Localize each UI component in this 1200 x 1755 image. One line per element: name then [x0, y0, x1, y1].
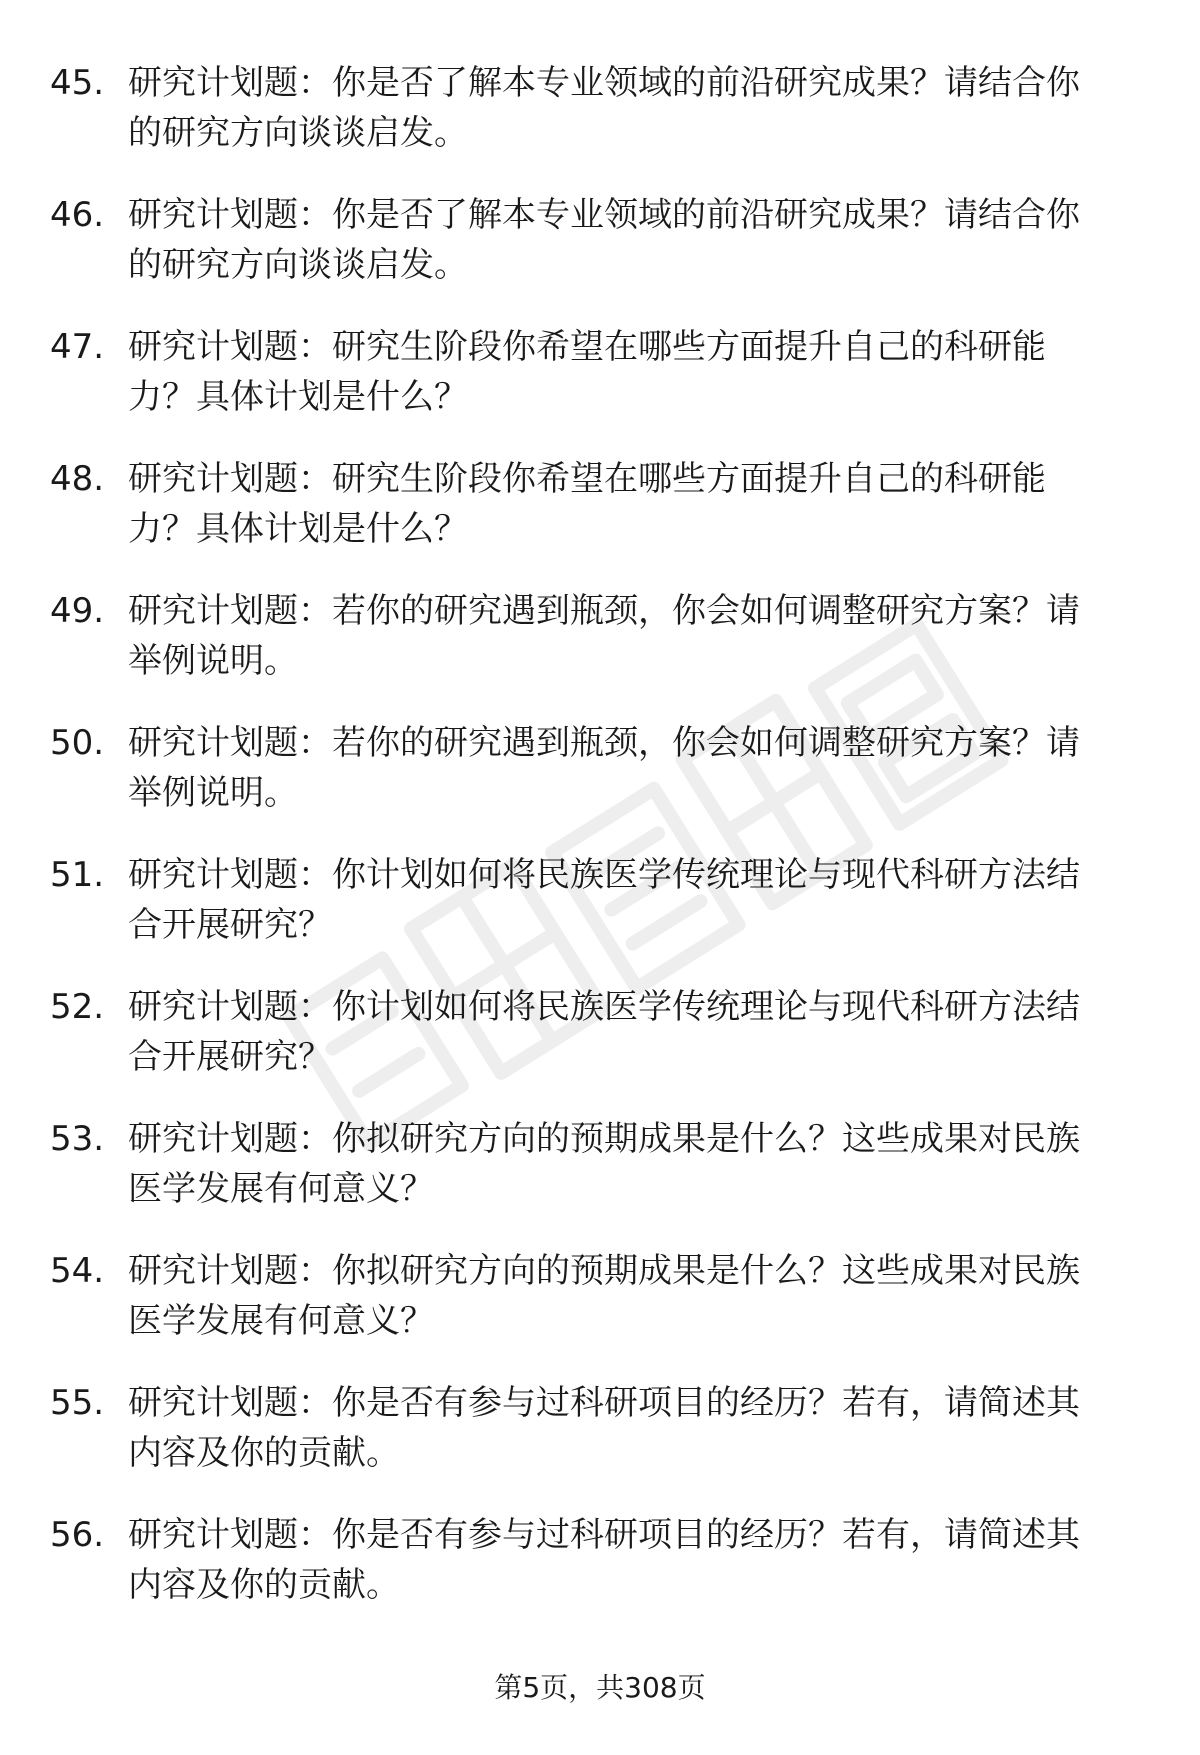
- question-line: 研究计划题：你是否了解本专业领域的前沿研究成果？请结合你: [128, 195, 1080, 235]
- question-line: 合开展研究？: [128, 1037, 332, 1077]
- question-text: [128, 982, 1148, 1082]
- question-text: [128, 586, 1148, 686]
- question-line: 合开展研究？: [128, 905, 332, 945]
- list-item: [50, 58, 1150, 190]
- question-number: 47.: [50, 327, 105, 367]
- question-text: [128, 454, 1148, 554]
- list-item: [50, 190, 1150, 322]
- question-number: 56.: [50, 1515, 105, 1555]
- question-line: 研究计划题：若你的研究遇到瓶颈，你会如何调整研究方案？请: [128, 591, 1080, 631]
- question-text: [128, 850, 1148, 950]
- question-number: 45.: [50, 63, 105, 103]
- question-line: 研究计划题：你是否有参与过科研项目的经历？若有，请简述其: [128, 1515, 1080, 1555]
- question-text: [128, 1378, 1148, 1478]
- question-line: 的研究方向谈谈启发。: [128, 245, 468, 285]
- question-line: 力？具体计划是什么？: [128, 509, 468, 549]
- question-number: 48.: [50, 459, 105, 499]
- question-number: 52.: [50, 987, 105, 1027]
- question-text: [128, 718, 1148, 818]
- list-item: [50, 322, 1150, 454]
- list-item: [50, 454, 1150, 586]
- list-item: [50, 1114, 1150, 1246]
- question-text: [128, 1246, 1148, 1346]
- list-item: [50, 1378, 1150, 1510]
- question-number: 51.: [50, 855, 105, 895]
- question-text: [128, 1114, 1148, 1214]
- question-text: [128, 322, 1148, 422]
- question-line: 研究计划题：研究生阶段你希望在哪些方面提升自己的科研能: [128, 327, 1046, 367]
- question-line: 研究计划题：研究生阶段你希望在哪些方面提升自己的科研能: [128, 459, 1046, 499]
- list-item: [50, 850, 1150, 982]
- list-item: [50, 982, 1150, 1114]
- list-item: [50, 1246, 1150, 1378]
- question-text: [128, 190, 1148, 290]
- question-line: 内容及你的贡献。: [128, 1565, 400, 1605]
- list-item: [50, 1510, 1150, 1642]
- question-number: 55.: [50, 1383, 105, 1423]
- question-line: 医学发展有何意义？: [128, 1301, 434, 1341]
- question-line: 研究计划题：你拟研究方向的预期成果是什么？这些成果对民族: [128, 1119, 1080, 1159]
- question-line: 的研究方向谈谈启发。: [128, 113, 468, 153]
- question-line: 研究计划题：你是否了解本专业领域的前沿研究成果？请结合你: [128, 63, 1080, 103]
- question-number: 50.: [50, 723, 105, 763]
- question-line: 研究计划题：若你的研究遇到瓶颈，你会如何调整研究方案？请: [128, 723, 1080, 763]
- question-line: 研究计划题：你计划如何将民族医学传统理论与现代科研方法结: [128, 987, 1080, 1027]
- question-line: 研究计划题：你是否有参与过科研项目的经历？若有，请简述其: [128, 1383, 1080, 1423]
- question-line: 医学发展有何意义？: [128, 1169, 434, 1209]
- question-text: [128, 58, 1148, 158]
- page-number-footer: 第5页，共308页: [494, 1671, 706, 1704]
- list-item: [50, 586, 1150, 718]
- question-number: 54.: [50, 1251, 105, 1291]
- list-item: [50, 718, 1150, 850]
- question-line: 举例说明。: [128, 773, 298, 813]
- question-number: 46.: [50, 195, 105, 235]
- question-line: 内容及你的贡献。: [128, 1433, 400, 1473]
- question-line: 研究计划题：你计划如何将民族医学传统理论与现代科研方法结: [128, 855, 1080, 895]
- question-line: 研究计划题：你拟研究方向的预期成果是什么？这些成果对民族: [128, 1251, 1080, 1291]
- question-line: 举例说明。: [128, 641, 298, 681]
- question-line: 力？具体计划是什么？: [128, 377, 468, 417]
- question-number: 49.: [50, 591, 105, 631]
- question-text: [128, 1510, 1148, 1610]
- question-number: 53.: [50, 1119, 105, 1159]
- question-list: [50, 58, 1150, 1642]
